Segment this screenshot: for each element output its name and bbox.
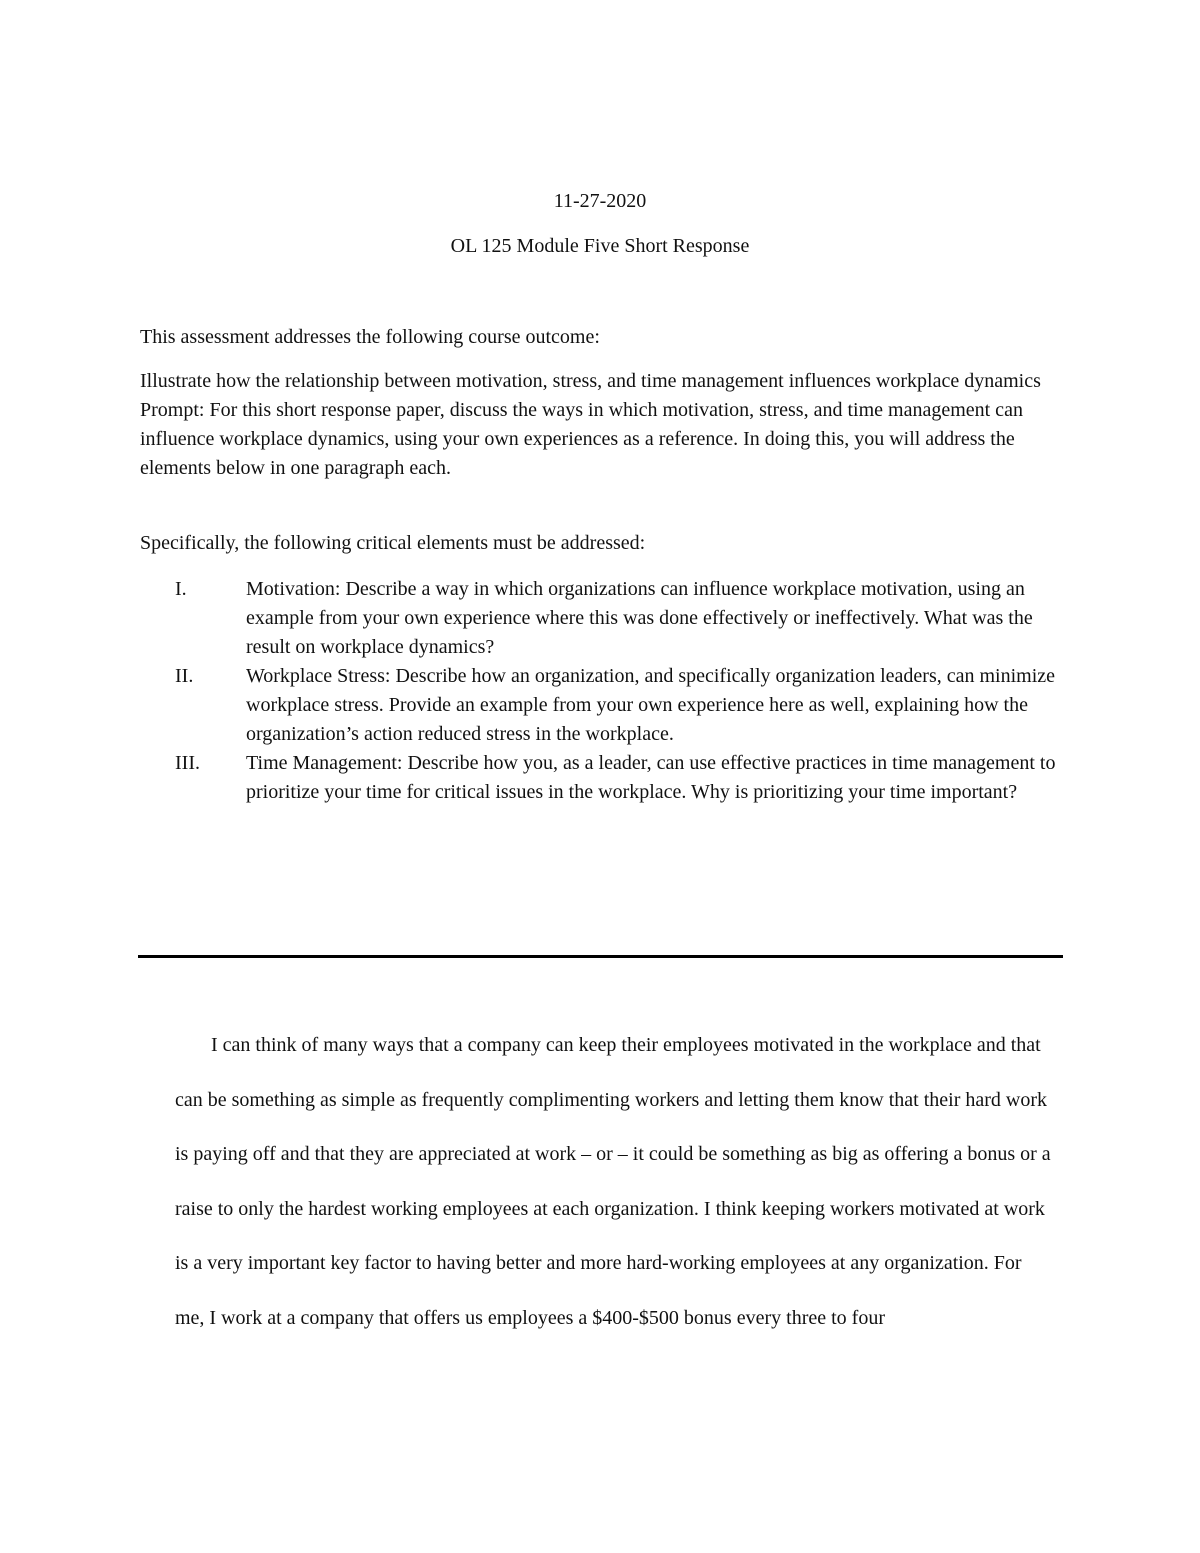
critical-element-item — [140, 749, 1060, 807]
critical-element-item — [140, 662, 1060, 749]
essay-paragraph: I can think of many ways that a company can keep their employees motivated in the workplace and that can be something as simple as frequently complimenting workers and letting them know that their hard work is paying off and that they are appreciated at work – or – it could be something as big as offering a bonus or a raise to only the hardest working employees at each organization. I think keeping workers motivated at work is a very important key factor to having better and more hard-working employees at any organization. For me, I work at a company that offers us employees a $400-$500 bonus every three to four — [175, 1034, 1051, 1329]
document-date: 11-27-2020 — [553, 190, 647, 212]
element-number: I. — [175, 578, 187, 600]
document-title: OL 125 Module Five Short Response — [450, 235, 750, 257]
element-text: Time Management: Describe how you, as a leader, can use effective practices in time management to prioritize your time for critical issues in the workplace. Why is prioritizing your time important? — [246, 752, 1056, 803]
course-outcome-paragraph: Illustrate how the relationship between motivation, stress, and time management influences workplace dynamics Prompt: For this short response paper, discuss the ways in which motivation, stress, and time management can influence workplace dynamics, using your own experiences as a reference. In doing this, you will address the elements below in one paragraph each. — [140, 370, 1041, 479]
element-number: III. — [175, 752, 200, 774]
element-number: II. — [175, 665, 194, 687]
critical-elements-list — [140, 575, 1060, 807]
assessment-intro: This assessment addresses the following course outcome: — [140, 326, 600, 348]
element-text: Motivation: Describe a way in which organizations can influence workplace motivation, using an example from your own experience where this was done effectively or ineffectively. What was the result on workplace dynamics? — [246, 578, 1033, 658]
element-text: Workplace Stress: Describe how an organization, and specifically organization leaders, can minimize workplace stress. Provide an example from your own experience here as well, explaining how the organization’s action reduced stress in the workplace. — [246, 665, 1056, 745]
critical-elements-intro: Specifically, the following critical elements must be addressed: — [140, 532, 646, 554]
critical-element-item — [140, 575, 1060, 662]
section-divider — [138, 955, 1063, 958]
